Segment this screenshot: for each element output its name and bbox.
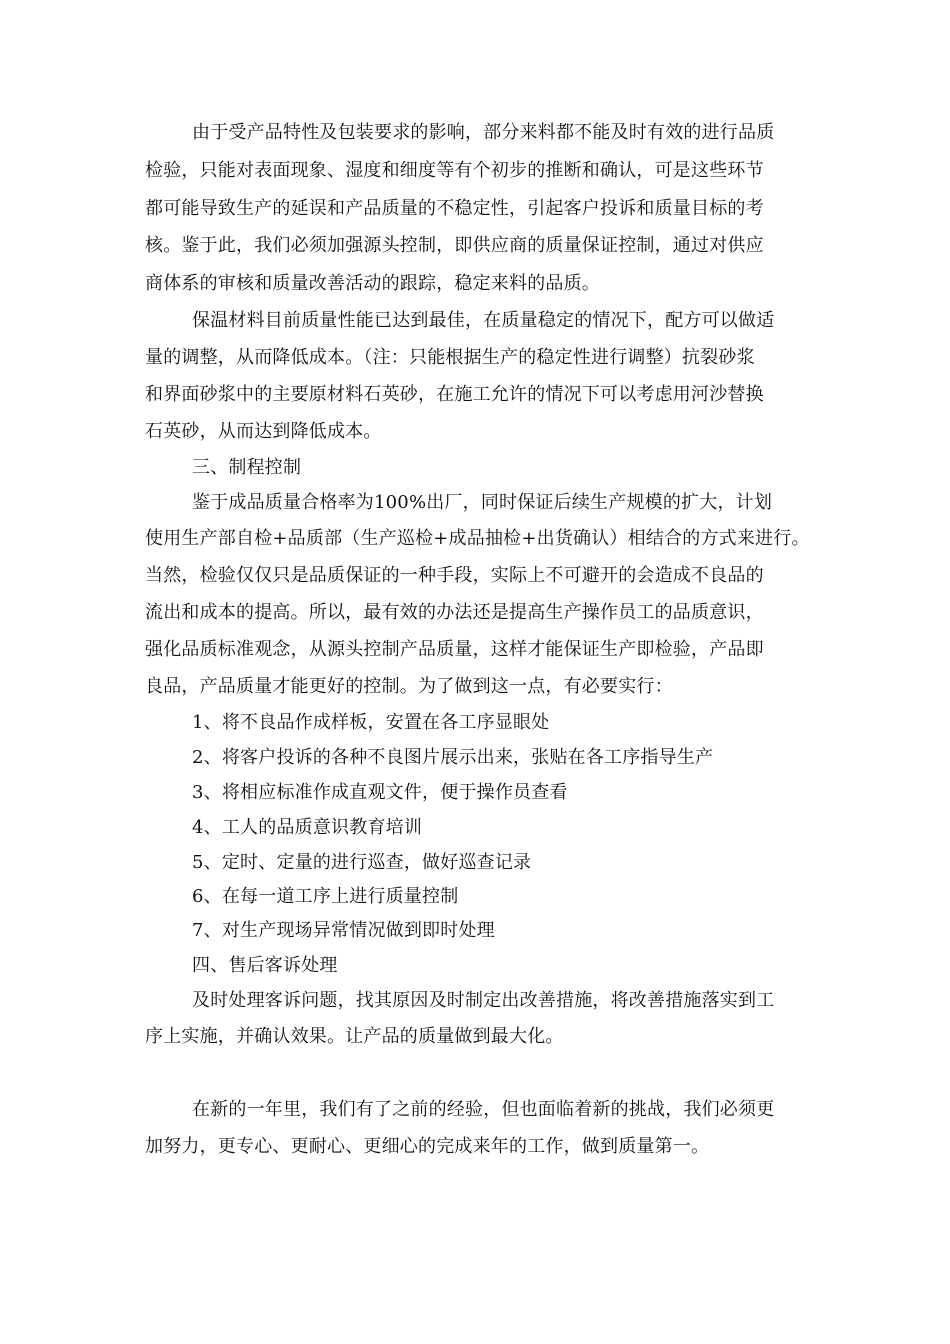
text-line: 良品，产品质量才能更好的控制。为了做到这一点，有必要实行： <box>145 676 673 697</box>
text-line: 保温材料目前质量性能已达到最佳，在质量稳定的情况下，配方可以做适 <box>192 310 775 331</box>
list-item: 2、将客户投诉的各种不良图片展示出来，张贴在各工序指导生产 <box>192 747 714 768</box>
text-line: 流出和成本的提高。所以，最有效的办法还是提高生产操作员工的品质意识， <box>145 602 764 623</box>
text-line: 使用生产部自检+品质部（生产巡检+成品抽检+出货确认）相结合的方式来进行。 <box>145 528 810 549</box>
text-line: 加努力，更专心、更耐心、更细心的完成来年的工作，做到质量第一。 <box>145 1136 710 1157</box>
text-line: 序上实施，并确认效果。让产品的质量做到最大化。 <box>145 1026 564 1047</box>
text-line: 由于受产品特性及包装要求的影响，部分来料都不能及时有效的进行品质 <box>192 122 775 143</box>
text-line: 当然，检验仅仅只是品质保证的一种手段，实际上不可避开的会造成不良品的 <box>145 565 764 586</box>
section-heading: 三、制程控制 <box>192 457 302 478</box>
text-line: 核。鉴于此，我们必须加强源头控制，即供应商的质量保证控制，通过对供应 <box>145 235 764 256</box>
list-item: 3、将相应标准作成直观文件，便于操作员查看 <box>192 782 568 803</box>
text-line: 和界面砂浆中的主要原材料石英砂，在施工允许的情况下可以考虑用河沙替换 <box>145 384 764 405</box>
section-heading: 四、售后客诉处理 <box>192 955 338 976</box>
text-line: 鉴于成品质量合格率为100%出厂，同时保证后续生产规模的扩大，计划 <box>192 492 773 513</box>
text-line: 都可能导致生产的延误和产品质量的不稳定性，引起客户投诉和质量目标的考 <box>145 198 764 219</box>
list-item: 5、定时、定量的进行巡查，做好巡查记录 <box>192 852 532 873</box>
list-item: 1、将不良品作成样板，安置在各工序显眼处 <box>192 712 550 733</box>
text-line: 量的调整，从而降低成本。（注：只能根据生产的稳定性进行调整）抗裂砂浆 <box>145 347 755 368</box>
text-line: 在新的一年里，我们有了之前的经验，但也面临着新的挑战，我们必须更 <box>192 1099 775 1120</box>
text-line: 及时处理客诉问题，找其原因及时制定出改善措施，将改善措施落实到工 <box>192 990 775 1011</box>
text-line: 强化品质标准观念，从源头控制产品质量，这样才能保证生产即检验，产品即 <box>145 639 764 660</box>
list-item: 4、工人的品质意识教育培训 <box>192 817 423 838</box>
text-line: 石英砂，从而达到降低成本。 <box>145 421 382 442</box>
text-line: 商体系的审核和质量改善活动的跟踪，稳定来料的品质。 <box>145 273 600 294</box>
text-line: 检验，只能对表面现象、湿度和细度等有个初步的推断和确认，可是这些环节 <box>145 160 764 181</box>
list-item: 6、在每一道工序上进行质量控制 <box>192 886 459 907</box>
list-item: 7、对生产现场异常情况做到即时处理 <box>192 920 495 941</box>
